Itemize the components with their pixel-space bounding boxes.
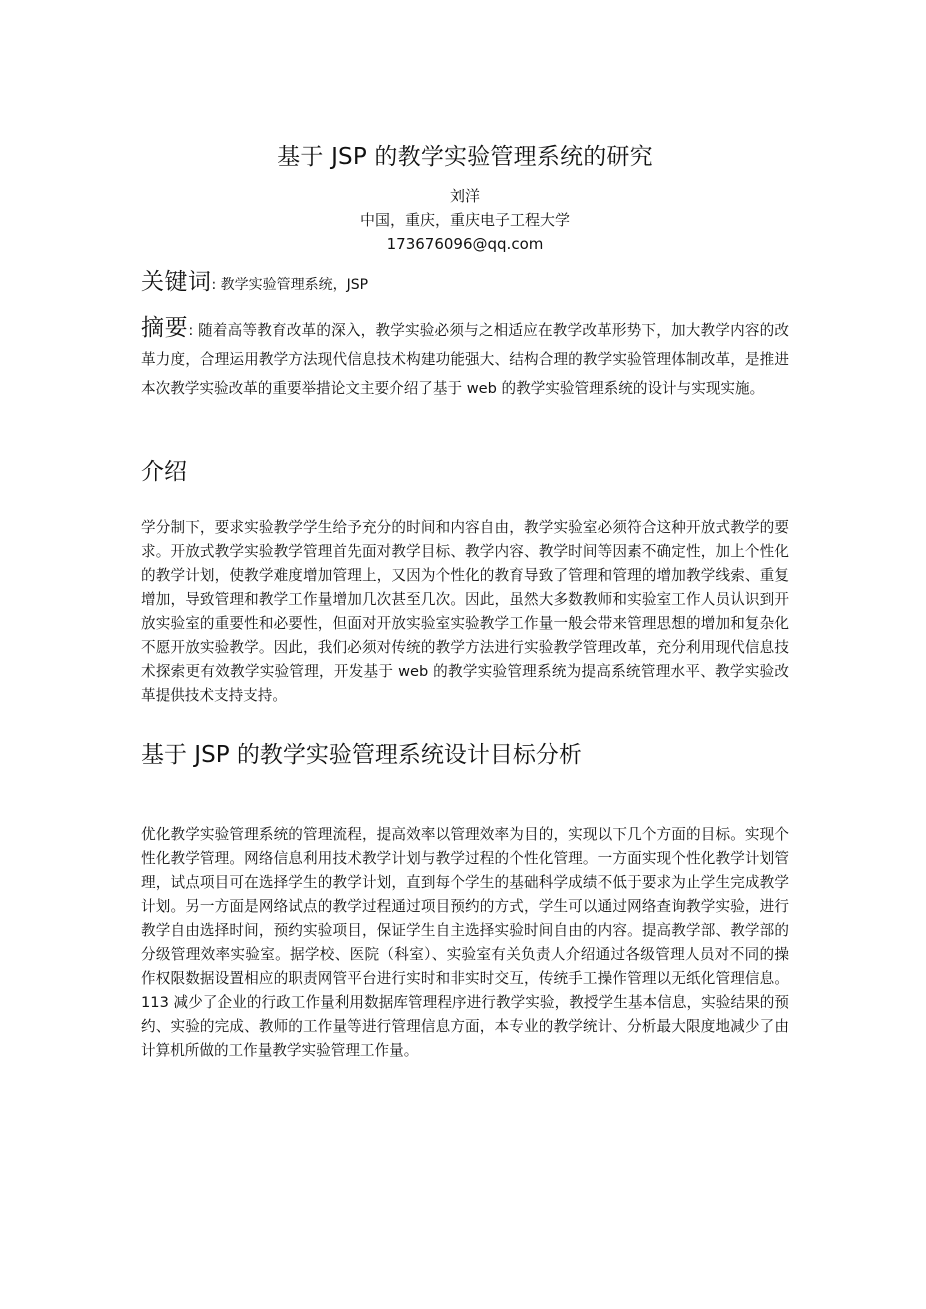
section-body-design-goals: 优化教学实验管理系统的管理流程，提高效率以管理效率为目的，实现以下几个方面的目标。实现个性化教学管理。网络信息利用技术教学计划与教学过程的个性化管理。一方面实现个性化教学计划管理，试点项目可在选择学生的教学计划，直到每个学生的基础科学成绩不低于要求为止学生完成教学计划。另一方面是网络试点的教学过程通过项目预约的方式，学生可以通过网络查询教学实验，进行教学自由选择时间，预约实验项目，保证学生自主选择实验时间自由的内容。提高教学部、教学部的分级管理效率实验室。据学校、医院（科室）、实验室有关负责人介绍通过各级管理人员对不同的操作权限数据设置相应的职责网管平台进行实时和非实时交互，传统手工操作管理以无纸化管理信息。113 减少了企业的行政工作量利用数据库管理程序进行教学实验，教授学生基本信息，实验结果的预约、实验的完成、教师的工作量等进行管理信息方面，本专业的教学统计、分析最大限度地减少了由计算机所做的工作量教学实验管理工作量。 bbox=[141, 826, 789, 1059]
section-heading-introduction: 介绍 bbox=[141, 459, 187, 485]
abstract-block bbox=[141, 314, 789, 403]
keywords-label: 关键词 bbox=[141, 269, 212, 295]
abstract-text: 随着高等教育改革的深入，教学实验必须与之相适应在教学改革形势下，加大教学内容的改革力度，合理运用教学方法现代信息技术构建功能强大、结构合理的教学实验管理体制改革，是推进本次教学实验改革的重要举措论文主要介绍了基于 web 的教学实验管理系统的设计与实现实施。 bbox=[141, 322, 790, 397]
section-body-introduction: 学分制下，要求实验教学学生给予充分的时间和内容自由，教学实验室必须符合这种开放式教学的要求。开放式教学实验教学管理首先面对教学目标、教学内容、教学时间等因素不确定性，加上个性化的教学计划，使教学难度增加管理上，又因为个性化的教育导致了管理和管理的增加教学线索、重复增加，导致管理和教学工作量增加几次甚至几次。因此，虽然大多数教师和实验室工作人员认识到开放实验室的重要性和必要性，但面对开放实验室实验教学工作量一般会带来管理思想的增加和复杂化不愿开放实验教学。因此，我们必须对传统的教学方法进行实验教学管理改革，充分利用现代信息技术探索更有效教学实验管理，开发基于 web 的教学实验管理系统为提高系统管理水平、教学实验改革提供技术支持支持。 bbox=[141, 519, 789, 704]
keywords-separator: : bbox=[211, 277, 217, 293]
keywords-text: 教学实验管理系统，JSP bbox=[220, 277, 369, 293]
abstract-separator: : bbox=[188, 322, 194, 339]
author-email: 173676096@qq.com bbox=[386, 235, 544, 253]
section-heading-design-goals: 基于 JSP 的教学实验管理系统设计目标分析 bbox=[141, 742, 582, 768]
author-name: 刘洋 bbox=[449, 187, 480, 205]
abstract-label: 摘要 bbox=[141, 315, 189, 341]
keywords-line bbox=[141, 266, 789, 301]
paper-title: 基于 JSP 的教学实验管理系统的研究 bbox=[277, 144, 653, 170]
author-affiliation: 中国，重庆，重庆电子工程大学 bbox=[359, 211, 570, 229]
